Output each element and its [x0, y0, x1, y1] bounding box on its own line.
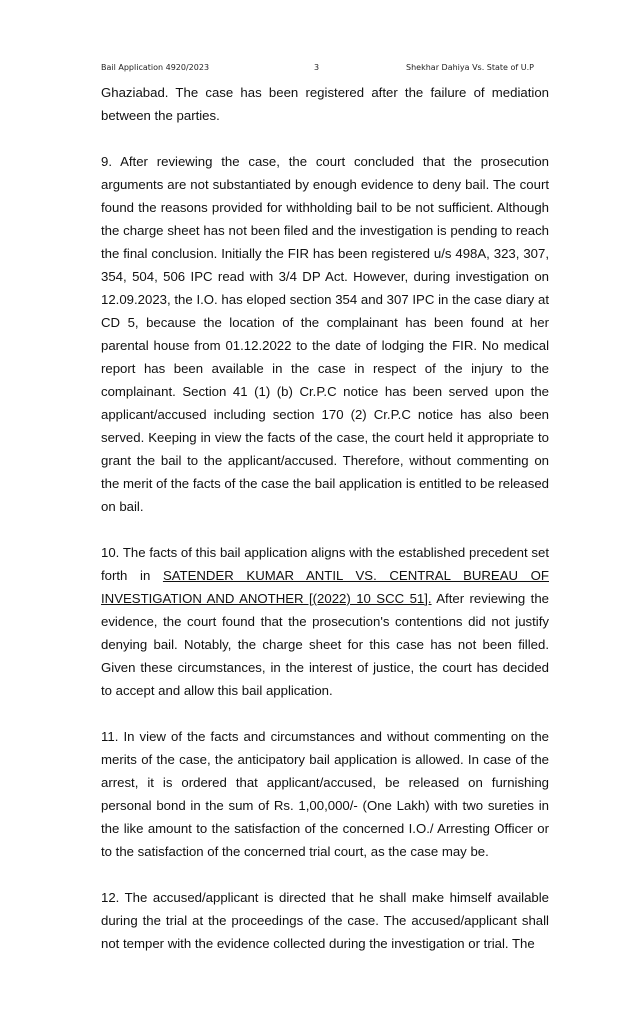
document-body — [101, 81, 549, 978]
paragraph-10-intro: 10. The facts of this bail application aligns with the established precedent set forth in — [101, 545, 549, 583]
paragraph-10-rest: After reviewing the evidence, the court found that the prosecution's contentions did not justify denying bail. Notably, the charge sheet for this case has not been filled. Given these circumstances, in the interest of justice, the court has decided to accept and allow this bail application. — [101, 591, 549, 698]
page-header — [101, 63, 549, 77]
paragraph-9: 9. After reviewing the case, the court concluded that the prosecution arguments are not substantiated by enough evidence to deny bail. The court found the reasons provided for withholding bail to be not sufficient. Although the charge sheet has not been filed and the investigation is pending to reach the final conclusion. Initially the FIR has been registered u/s 498A, 323, 307, 354, 504, 506 IPC read with 3/4 DP Act. However, during investigation on 12.09.2023, the I.O. has eloped section 354 and 307 IPC in the case diary at CD 5, because the location of the complainant has been found at her parental house from 01.12.2022 to the date of lodging the FIR. No medical report has been available in the case in respect of the injury to the complainant. Section 41 (1) (b) Cr.P.C notice has been served upon the applicant/accused including section 170 (2) Cr.P.C notice has also been served. Keeping in view the facts of the case, the court held it appropriate to grant the bail to the applicant/accused. Therefore, without commenting on the merit of the facts of the case the bail application is entitled to be released on bail. — [101, 154, 549, 514]
paragraph-12: 12. The accused/applicant is directed that he shall make himself available during the trial at the proceedings of the case. The accused/applicant shall not temper with the evidence collected during the investigation or trial. The — [101, 890, 549, 951]
header-case-number: Bail Application 4920/2023 — [101, 63, 210, 72]
paragraph-11: 11. In view of the facts and circumstances and without commenting on the merits of the case, the anticipatory bail application is allowed. In case of the arrest, it is ordered that applicant/accused, be released on furnishing personal bond in the sum of Rs. 1,00,000/- (One Lakh) with two sureties in the like amount to the satisfaction of the concerned I.O./ Arresting Officer or to the satisfaction of the concerned trial court, as the case may be. — [101, 729, 549, 859]
header-page-number: 3 — [314, 63, 320, 72]
paragraph-10 — [101, 541, 549, 702]
case-citation: SATENDER KUMAR ANTIL VS. CENTRAL BUREAU OF INVESTIGATION AND ANOTHER [(2022) 10 SCC 51]. — [101, 568, 549, 606]
header-case-title: Shekhar Dahiya Vs. State of U.P — [406, 63, 534, 72]
paragraph-8-continued: Ghaziabad. The case has been registered after the failure of mediation between the parties. — [101, 85, 549, 123]
